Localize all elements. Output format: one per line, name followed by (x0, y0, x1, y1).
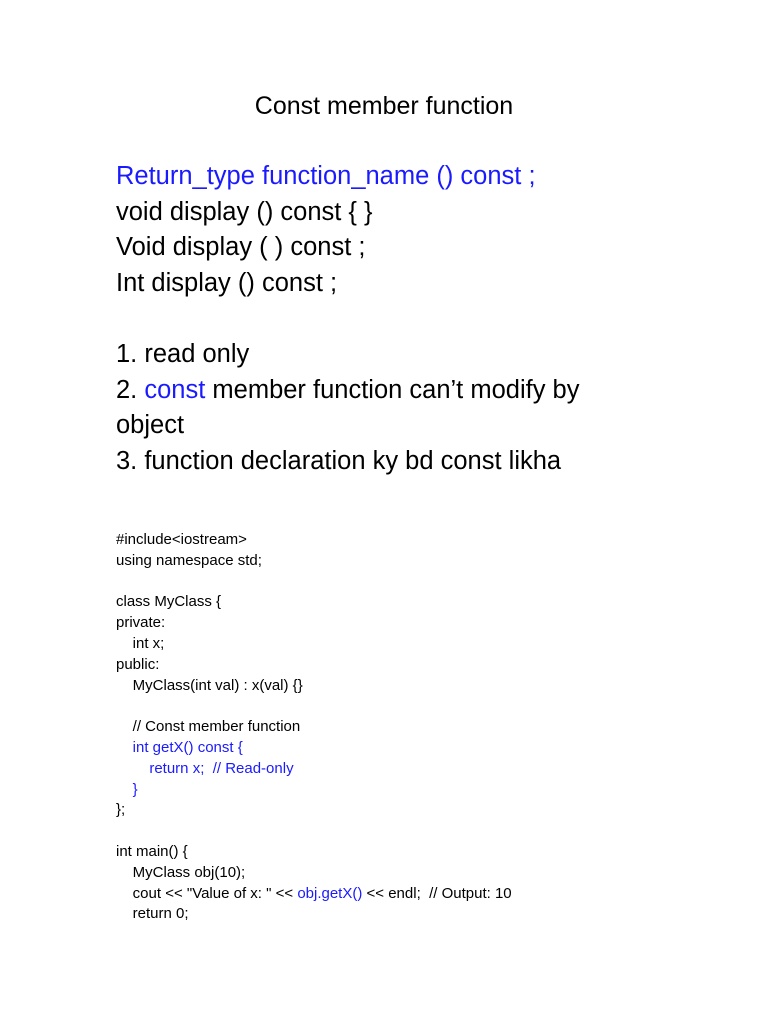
code-line: return 0; (116, 905, 189, 923)
syntax-example-3: Int display () const ; (116, 268, 338, 297)
point-2-continuation: object (116, 411, 185, 439)
point-2-keyword: const (144, 375, 206, 404)
point-2-rest: member function can’t modify by (205, 375, 580, 404)
syntax-example-1: void display () const { } (116, 197, 373, 226)
point-1: 1. read only (116, 340, 250, 368)
code-segment: cout << "Value of x: " << (116, 884, 298, 902)
code-line: private: (116, 614, 166, 632)
code-line: public: (116, 655, 160, 673)
code-comment-line: // Const member function (116, 718, 301, 736)
code-block (116, 530, 676, 925)
code-blank-line (116, 572, 676, 593)
code-line: using namespace std; (116, 551, 262, 569)
code-line: class MyClass { (116, 593, 222, 611)
code-line: MyClass(int val) : x(val) {} (116, 676, 303, 694)
code-line-highlighted: } (116, 780, 138, 798)
syntax-section (116, 159, 676, 479)
code-blank-line (116, 696, 676, 717)
code-line-highlighted: return x; // Read-only (116, 759, 294, 777)
point-2 (116, 373, 676, 409)
code-line: MyClass obj(10); (116, 863, 246, 881)
code-segment: << endl; // Output: 10 (362, 884, 512, 902)
code-line: #include<iostream> (116, 531, 247, 548)
code-line (116, 884, 676, 905)
point-3: 3. function declaration ky bd const likha (116, 446, 562, 475)
code-blank-line (116, 821, 676, 842)
page-title: Const member function (254, 92, 514, 120)
code-line: }; (116, 801, 126, 819)
code-line: int x; (116, 634, 165, 652)
code-line-highlighted: int getX() const { (116, 738, 243, 756)
syntax-example-2: Void display ( ) const ; (116, 233, 366, 261)
spacer (116, 301, 676, 337)
code-line: int main() { (116, 842, 188, 860)
code-segment-highlighted: obj.getX() (297, 884, 363, 902)
point-2-prefix: 2. (116, 375, 145, 404)
syntax-signature: Return_type function_name () const ; (116, 162, 536, 190)
